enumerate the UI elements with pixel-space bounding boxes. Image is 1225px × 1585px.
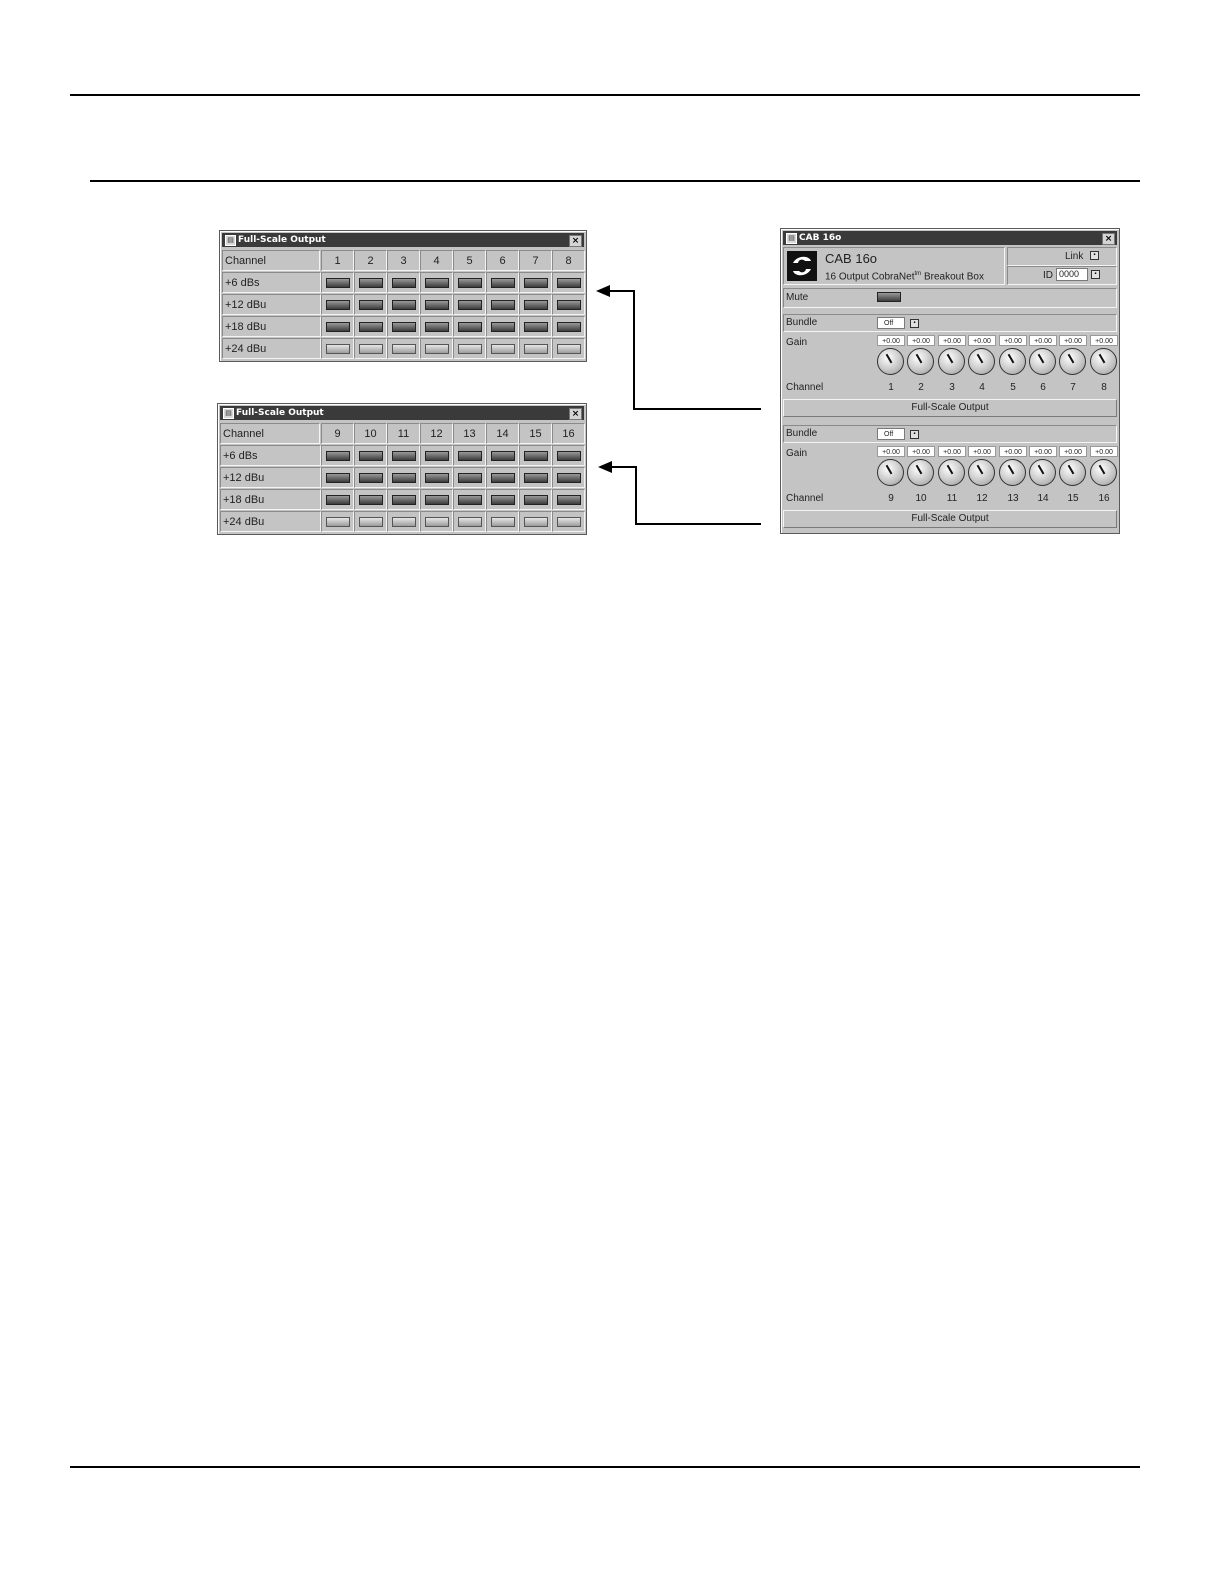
device-name: CAB 16o [825, 251, 878, 266]
window-title: CAB 16o [799, 233, 842, 243]
bundle-field[interactable]: Off [877, 317, 905, 329]
level-select-button[interactable] [524, 473, 548, 483]
level-select-button[interactable] [458, 344, 482, 354]
channel-number: 4 [433, 255, 440, 267]
level-select-button[interactable] [458, 278, 482, 288]
level-select-button[interactable] [557, 322, 581, 332]
level-select-button[interactable] [326, 451, 350, 461]
knob-pointer [886, 354, 893, 364]
level-select-button[interactable] [425, 517, 449, 527]
header-rule-top [70, 94, 1140, 96]
knob-pointer [1068, 465, 1075, 475]
gain-knob[interactable] [938, 459, 965, 486]
level-select-button[interactable] [458, 473, 482, 483]
knob-pointer [1008, 465, 1015, 475]
level-select-button[interactable] [359, 473, 383, 483]
level-select-button[interactable] [425, 278, 449, 288]
id-field[interactable]: 0000 [1056, 268, 1088, 281]
window-menu-icon[interactable]: ▤ [223, 408, 234, 419]
level-select-button[interactable] [359, 495, 383, 505]
cab-16o-window [780, 228, 1120, 534]
level-select-button[interactable] [359, 300, 383, 310]
gain-value[interactable]: +0.00 [968, 335, 996, 346]
level-select-button[interactable] [425, 495, 449, 505]
gain-knob[interactable] [907, 459, 934, 486]
device-desc-text-2: Breakout Box [923, 271, 984, 283]
gain-knob[interactable] [938, 348, 965, 375]
gain-value[interactable]: +0.00 [877, 335, 905, 346]
channel-number: 7 [1070, 382, 1076, 393]
level-select-button[interactable] [326, 473, 350, 483]
level-label: +6 dBs [223, 450, 258, 462]
gain-knob[interactable] [999, 348, 1026, 375]
mute-label: Mute [786, 292, 809, 303]
id-spinner[interactable]: ▪ [1091, 270, 1100, 279]
gain-knob[interactable] [1059, 348, 1086, 375]
level-select-button[interactable] [425, 344, 449, 354]
gain-value[interactable]: +0.00 [1029, 446, 1057, 457]
channel-number: 3 [949, 382, 955, 393]
close-icon[interactable]: × [569, 235, 582, 247]
full-scale-output-button[interactable]: Full-Scale Output [783, 399, 1117, 417]
level-select-button[interactable] [359, 278, 383, 288]
channel-number: 2 [367, 255, 374, 267]
channel-number: 16 [1098, 493, 1110, 504]
level-select-button[interactable] [557, 344, 581, 354]
bundle-spinner[interactable]: ▪ [910, 430, 919, 439]
knob-pointer [947, 465, 954, 475]
level-select-button[interactable] [458, 300, 482, 310]
gain-knob[interactable] [1090, 348, 1117, 375]
channel-number: 3 [400, 255, 407, 267]
level-select-button[interactable] [524, 322, 548, 332]
window-menu-icon[interactable]: ▤ [225, 235, 236, 246]
level-select-button[interactable] [491, 322, 515, 332]
gain-value[interactable]: +0.00 [938, 446, 966, 457]
level-select-button[interactable] [326, 495, 350, 505]
level-select-button[interactable] [458, 451, 482, 461]
gain-knob[interactable] [1059, 459, 1086, 486]
channel-number: 5 [1010, 382, 1016, 393]
gain-knob[interactable] [1029, 348, 1056, 375]
knob-pointer [1038, 465, 1045, 475]
gain-value[interactable]: +0.00 [999, 446, 1027, 457]
gain-label: Gain [786, 337, 808, 348]
level-select-button[interactable] [491, 278, 515, 288]
level-select-button[interactable] [491, 300, 515, 310]
channel-number: 13 [1007, 493, 1019, 504]
level-select-button[interactable] [392, 495, 416, 505]
level-select-button[interactable] [392, 473, 416, 483]
level-select-button[interactable] [524, 451, 548, 461]
full-scale-output-button[interactable]: Full-Scale Output [783, 510, 1117, 528]
level-select-button[interactable] [359, 517, 383, 527]
channel-label: Channel [225, 255, 266, 267]
level-select-button[interactable] [425, 322, 449, 332]
gain-label: Gain [786, 448, 808, 459]
full-scale-output-window-1-8 [219, 230, 587, 362]
level-select-button[interactable] [557, 451, 581, 461]
channel-number: 4 [979, 382, 985, 393]
channel-number: 7 [532, 255, 539, 267]
level-label: +18 dBu [223, 494, 265, 506]
arrow-head-icon [598, 461, 612, 473]
level-select-button[interactable] [491, 495, 515, 505]
knob-pointer [1038, 354, 1045, 364]
channel-number: 6 [499, 255, 506, 267]
channel-number: 5 [466, 255, 473, 267]
level-select-button[interactable] [326, 517, 350, 527]
level-label: +18 dBu [225, 321, 267, 333]
level-select-button[interactable] [326, 344, 350, 354]
channel-number: 12 [430, 428, 443, 440]
channel-number: 8 [565, 255, 572, 267]
gain-knob[interactable] [877, 459, 904, 486]
channel-number: 11 [946, 493, 958, 504]
level-select-button[interactable] [359, 451, 383, 461]
gain-knob[interactable] [968, 459, 995, 486]
channel-label: Channel [786, 493, 824, 504]
channel-number: 6 [1040, 382, 1046, 393]
level-select-button[interactable] [524, 517, 548, 527]
bundle-row [783, 425, 1117, 443]
level-select-button[interactable] [557, 278, 581, 288]
channel-number: 12 [976, 493, 988, 504]
bundle-field[interactable]: Off [877, 428, 905, 440]
link-panel [1007, 247, 1117, 266]
gain-value[interactable]: +0.00 [999, 335, 1027, 346]
level-label: +12 dBu [223, 472, 265, 484]
channel-number: 15 [1067, 493, 1079, 504]
level-select-button[interactable] [557, 495, 581, 505]
level-select-button[interactable] [524, 495, 548, 505]
level-label: +24 dBu [225, 343, 267, 355]
channel-number: 14 [1037, 493, 1049, 504]
level-label: +6 dBs [225, 277, 260, 289]
level-label: +12 dBu [225, 299, 267, 311]
link-toggle[interactable]: ▪ [1090, 251, 1099, 260]
channel-number: 2 [918, 382, 924, 393]
level-select-button[interactable] [392, 451, 416, 461]
level-select-button[interactable] [359, 344, 383, 354]
close-icon[interactable]: × [569, 408, 582, 420]
level-select-button[interactable] [491, 344, 515, 354]
knob-pointer [886, 465, 893, 475]
level-select-button[interactable] [359, 322, 383, 332]
gain-knob[interactable] [877, 348, 904, 375]
arrow-head-icon [596, 285, 610, 297]
gain-value[interactable]: +0.00 [907, 446, 935, 457]
channel-number: 9 [334, 428, 341, 440]
level-select-button[interactable] [458, 517, 482, 527]
knob-pointer [916, 465, 923, 475]
footer-rule [70, 1466, 1140, 1468]
level-select-button[interactable] [392, 344, 416, 354]
gain-value[interactable]: +0.00 [1059, 446, 1087, 457]
bundle-spinner[interactable]: ▪ [910, 319, 919, 328]
cobranet-logo-icon [787, 251, 817, 281]
level-select-button[interactable] [425, 451, 449, 461]
level-select-button[interactable] [557, 517, 581, 527]
mute-button[interactable] [877, 292, 901, 302]
gain-value[interactable]: +0.00 [1090, 335, 1118, 346]
knob-pointer [916, 354, 923, 364]
channel-label: Channel [786, 382, 824, 393]
knob-pointer [1099, 354, 1106, 364]
gain-value[interactable]: +0.00 [877, 446, 905, 457]
level-select-button[interactable] [491, 517, 515, 527]
gain-knob[interactable] [1029, 459, 1056, 486]
gain-value[interactable]: +0.00 [968, 446, 996, 457]
level-select-button[interactable] [392, 322, 416, 332]
gain-value[interactable]: +0.00 [938, 335, 966, 346]
close-icon[interactable]: × [1102, 233, 1115, 245]
header-rule-bottom [90, 180, 1140, 182]
level-select-button[interactable] [392, 278, 416, 288]
channel-number: 16 [562, 428, 575, 440]
gain-knob[interactable] [968, 348, 995, 375]
level-select-button[interactable] [524, 344, 548, 354]
knob-pointer [1008, 354, 1015, 364]
level-select-button[interactable] [458, 322, 482, 332]
level-select-button[interactable] [524, 278, 548, 288]
gain-knob[interactable] [907, 348, 934, 375]
level-select-button[interactable] [491, 451, 515, 461]
id-label: ID [1043, 270, 1053, 281]
knob-pointer [1068, 354, 1075, 364]
full-scale-output-window-9-16 [217, 403, 587, 535]
gain-value[interactable]: +0.00 [907, 335, 935, 346]
window-title: Full-Scale Output [236, 408, 324, 418]
level-label: +24 dBu [223, 516, 265, 528]
gain-value[interactable]: +0.00 [1029, 335, 1057, 346]
level-select-button[interactable] [425, 300, 449, 310]
window-titlebar[interactable] [783, 231, 1117, 245]
device-desc-text: 16 Output CobraNet [825, 271, 915, 283]
channel-number: 9 [888, 493, 894, 504]
channel-number: 14 [496, 428, 509, 440]
channel-number: 11 [397, 428, 410, 440]
channel-number: 10 [915, 493, 927, 504]
channel-number: 1 [334, 255, 341, 267]
device-description [825, 267, 984, 284]
channel-number: 8 [1101, 382, 1107, 393]
window-titlebar[interactable] [222, 233, 584, 247]
gain-value[interactable]: +0.00 [1090, 446, 1118, 457]
level-select-button[interactable] [326, 300, 350, 310]
level-select-button[interactable] [425, 473, 449, 483]
level-select-button[interactable] [491, 473, 515, 483]
gain-knob[interactable] [1090, 459, 1117, 486]
knob-pointer [977, 465, 984, 475]
window-title: Full-Scale Output [238, 235, 326, 245]
link-label: Link [1065, 251, 1084, 262]
knob-pointer [1099, 465, 1106, 475]
level-select-button[interactable] [326, 322, 350, 332]
channel-label: Channel [223, 428, 264, 440]
gain-knob[interactable] [999, 459, 1026, 486]
knob-pointer [977, 354, 984, 364]
level-select-button[interactable] [392, 517, 416, 527]
trademark: tm [914, 271, 922, 277]
bundle-row [783, 314, 1117, 332]
channel-number: 13 [463, 428, 476, 440]
channel-number: 15 [529, 428, 542, 440]
bundle-label: Bundle [786, 428, 818, 439]
window-titlebar[interactable] [220, 406, 584, 420]
level-select-button[interactable] [392, 300, 416, 310]
channel-number: 1 [888, 382, 894, 393]
level-select-button[interactable] [326, 278, 350, 288]
window-menu-icon[interactable]: ▤ [786, 233, 797, 244]
gain-value[interactable]: +0.00 [1059, 335, 1087, 346]
level-select-button[interactable] [557, 473, 581, 483]
level-select-button[interactable] [524, 300, 548, 310]
mute-row [783, 288, 1117, 308]
bundle-label: Bundle [786, 317, 818, 328]
knob-pointer [947, 354, 954, 364]
channel-number: 10 [364, 428, 377, 440]
level-select-button[interactable] [557, 300, 581, 310]
level-select-button[interactable] [458, 495, 482, 505]
